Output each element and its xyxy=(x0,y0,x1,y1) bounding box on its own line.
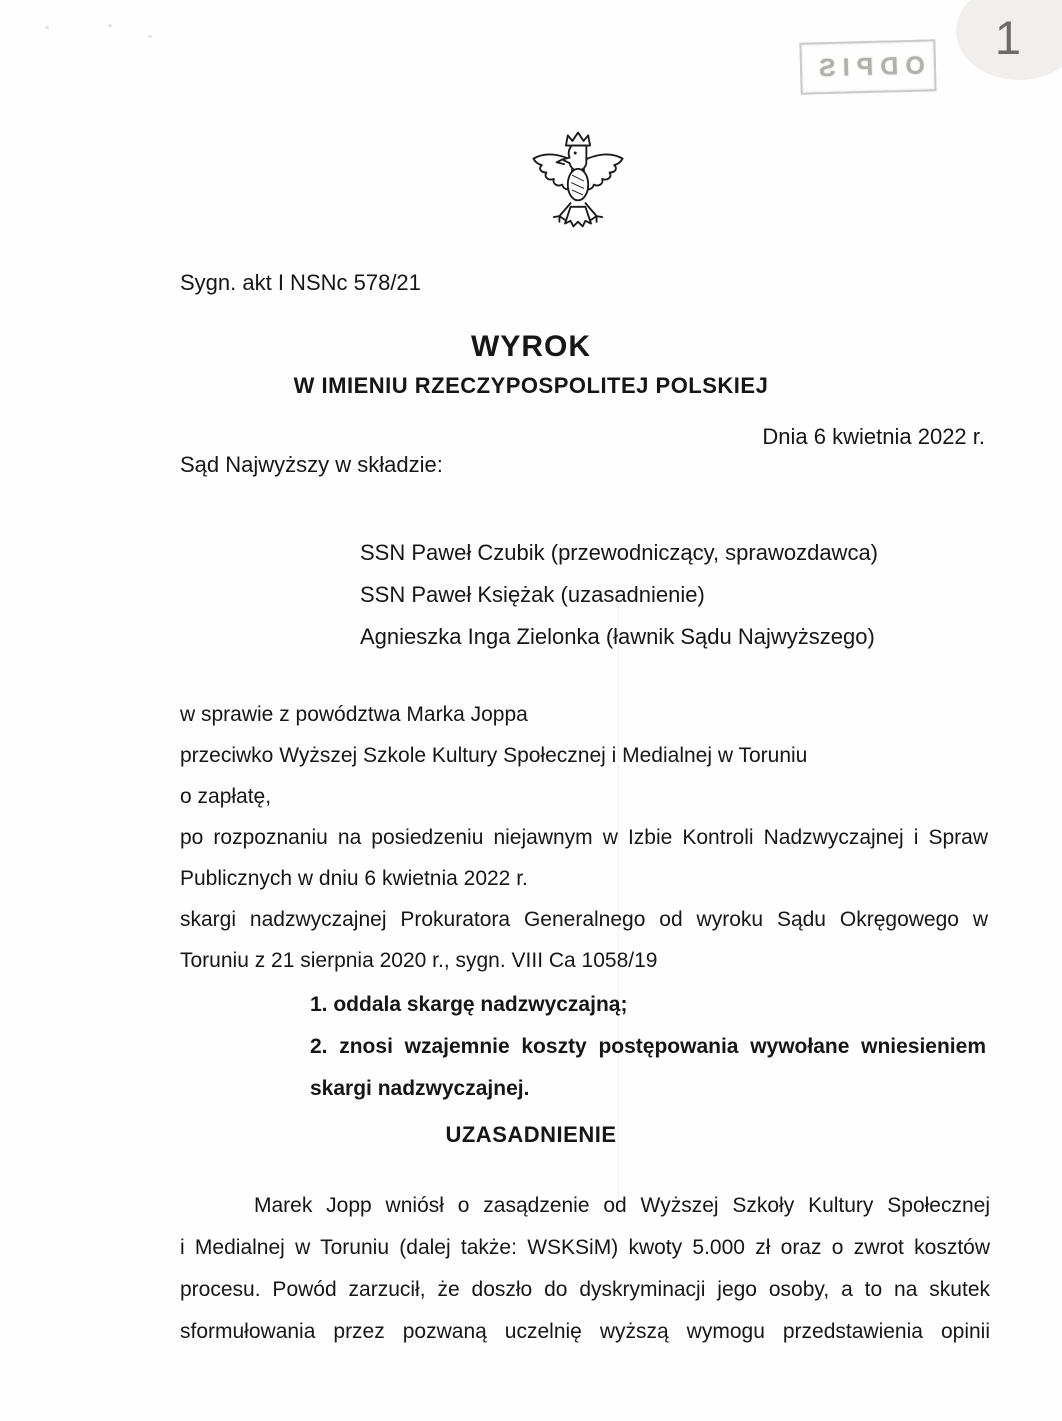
judge-line: SSN Paweł Księżak (uzasadnienie) xyxy=(360,582,705,607)
verdict xyxy=(310,984,986,1110)
judges-list xyxy=(360,532,878,658)
judgment-date: Dnia 6 kwietnia 2022 r. xyxy=(762,424,985,449)
odpis-stamp xyxy=(799,39,936,95)
case-line: Publicznych w dniu 6 kwietnia 2022 r. xyxy=(180,867,528,890)
judge-line: Agnieszka Inga Zielonka (ławnik Sądu Najwyższego) xyxy=(360,624,875,649)
case-line: skargi nadzwyczajnej Prokuratora Generalnego od wyroku Sądu Okręgowego w xyxy=(180,908,988,931)
case-line: przeciwko Wyższej Szkole Kultury Społecznej i Medialnej w Toruniu xyxy=(180,744,808,767)
scan-speck xyxy=(108,24,112,27)
scan-speck xyxy=(148,35,152,38)
verdict-point-1: 1. oddala skargę nadzwyczajną; xyxy=(310,993,628,1016)
body-line: i Medialnej w Toruniu (dalej także: WSKSiM) kwoty 5.000 zł oraz o zwrot kosztów xyxy=(180,1236,990,1259)
body-line: Marek Jopp wniósł o zasądzenie od Wyższej Szkoły Kultury Społecznej xyxy=(254,1194,990,1217)
verdict-point-2: 2. znosi wzajemnie koszty postępowania wywołane wniesieniem xyxy=(310,1035,986,1058)
scan-speck xyxy=(45,26,49,29)
case-line: Toruniu z 21 sierpnia 2020 r., sygn. VIII Ca 1058/19 xyxy=(180,949,658,972)
title-block xyxy=(0,330,1062,399)
page-number-badge xyxy=(956,0,1062,80)
verdict-point-2-continued: skargi nadzwyczajnej. xyxy=(310,1077,530,1100)
case-line: o zapłatę, xyxy=(180,785,272,808)
body-line: procesu. Powód zarzucił, że doszło do dyskryminacji jego osoby, a to na skutek xyxy=(180,1278,990,1301)
document-subtitle: W IMIENIU RZECZYPOSPOLITEJ POLSKIEJ xyxy=(293,373,769,398)
body-line: sformułowania przez pozwaną uczelnię wyższą wymogu przedstawienia opinii xyxy=(180,1320,990,1343)
case-description xyxy=(180,694,988,981)
case-signature: Sygn. akt I NSNc 578/21 xyxy=(180,270,421,295)
page-number: 1 xyxy=(994,10,1022,64)
odpis-stamp-label: ODPIS xyxy=(811,51,925,82)
document-title: WYROK xyxy=(471,330,591,363)
polish-eagle-emblem xyxy=(522,127,634,257)
judge-line: SSN Paweł Czubik (przewodniczący, sprawozdawca) xyxy=(360,540,879,565)
justification-body xyxy=(180,1185,990,1353)
court-composition-intro: Sąd Najwyższy w składzie: xyxy=(180,452,443,477)
justification-heading: UZASADNIENIE xyxy=(445,1122,617,1147)
case-line: po rozpoznaniu na posiedzeniu niejawnym w Izbie Kontroli Nadzwyczajnej i Spraw xyxy=(180,826,988,849)
case-line: w sprawie z powództwa Marka Joppa xyxy=(180,703,528,726)
